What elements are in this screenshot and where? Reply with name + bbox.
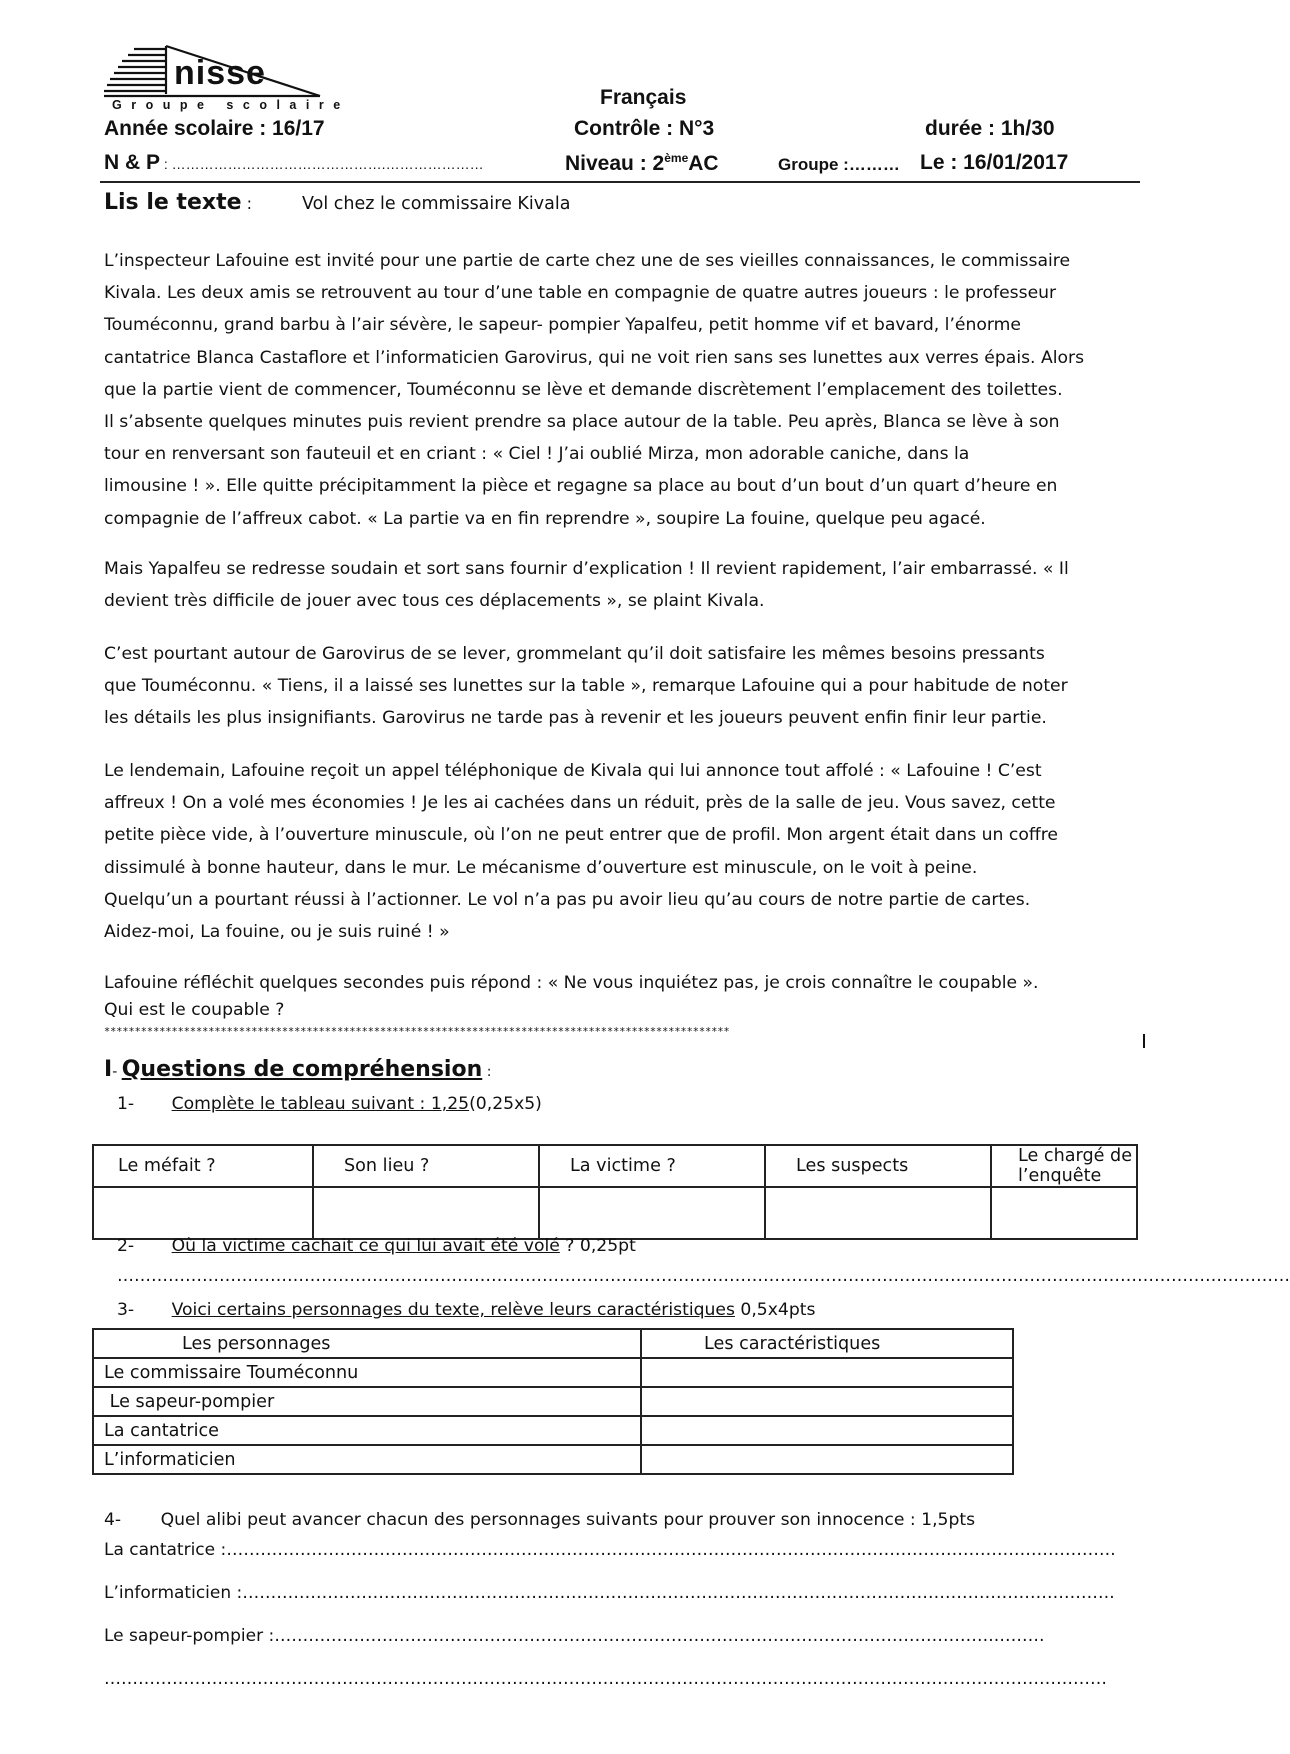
paragraph-5 [104,970,1154,1024]
student-name-label: N & P [104,151,161,174]
section-numeral: I [104,1057,113,1082]
facts-table [92,1144,1138,1240]
exam-date: Le : 16/01/2017 [920,151,1069,174]
logo-name: nisse [174,54,266,92]
character-trait-cell[interactable] [641,1445,1013,1474]
control-number: Contrôle : N°3 [574,117,715,140]
facts-table-header: Le chargé de l’enquête [991,1145,1137,1187]
character-name: Le commissaire Touméconnu [93,1358,641,1387]
facts-table-header: Les suspects [765,1145,991,1187]
question-2-text: Où la victime cachait ce qui lui avait été volé [171,1236,560,1256]
question-3 [117,1298,815,1322]
paragraph-line: Mais Yapalfeu se redresse soudain et sort sans fournir d’explication ! Il revient rapidement, l’air embarrassé. « Il [104,559,1069,579]
paragraph-line: Lafouine réfléchit quelques secondes puis répond : « Ne vous inquiétez pas, je crois connaître le coupable ». [104,973,1039,993]
question-3-number: 3- [117,1300,135,1320]
group-field[interactable]: Groupe :……… [778,155,900,174]
section-title: Questions de compréhension [121,1057,483,1082]
question-2 [117,1234,636,1258]
paragraph-line: tour en renversant son fauteuil et en criant : « Ciel ! J’ai oublié Mirza, mon adorable caniche, dans la [104,444,970,465]
character-name: La cantatrice [93,1416,641,1445]
section-colon: : [482,1064,492,1080]
paragraph-3 [104,638,1154,735]
alibi-line-cantatrice[interactable]: La cantatrice :…………………………………………………………………………………………………………………………………………. [104,1540,1116,1560]
character-trait-cell[interactable] [641,1416,1013,1445]
paragraph-line: que Touméconnu. « Tiens, il a laissé ses lunettes sur la table », remarque Lafouine qui a pour habitude de noter [104,676,1068,697]
question-1-points: (0,25x5) [469,1094,542,1114]
question-1-number: 1- [117,1094,135,1114]
alibi-line-informaticien[interactable]: L’informaticien :………………………………………………………………………………………………………………………………………. [104,1583,1115,1603]
student-name-line[interactable] [104,151,484,175]
character-name: L’informaticien [93,1445,641,1474]
question-2-number: 2- [117,1236,135,1256]
school-logo [104,44,350,114]
alibi-line-sapeur-pompier[interactable]: Le sapeur-pompier :……………………………………………………………………………………………………………….……… [104,1626,1045,1646]
section-heading [104,1057,491,1082]
question-1 [117,1092,542,1116]
question-3-points: 0,5x4pts [734,1300,816,1320]
section-dash: - [112,1064,118,1080]
facts-table-header: La victime ? [539,1145,765,1187]
paragraph-line: L’inspecteur Lafouine est invité pour une partie de carte chez une de ses vieilles connaissances, le commissaire [104,251,1071,271]
paragraph-line: limousine ! ». Elle quitte précipitamment la pièce et regagne sa place au bout d’un bout d’un quart d’heure en [104,476,1058,497]
characters-table [92,1328,1014,1475]
reading-instruction-colon: : [241,194,252,213]
question-4 [104,1508,975,1532]
facts-answer-cell[interactable] [991,1187,1137,1239]
paragraph-line: dissimulé à bonne hauteur, dans le mur. Le mécanisme d’ouverture est minuscule, on le voit à peine. [104,857,978,878]
paragraph-line: les détails les plus insignifiants. Garovirus ne tarde pas à revenir et les joueurs peuvent enfin finir leur partie. [104,708,1047,729]
reading-instruction-label: Lis le texte [104,190,242,215]
header-divider [100,181,1140,183]
question-4-number: 4- [104,1510,122,1530]
paragraph-line: Aidez-moi, La fouine, ou je suis ruiné ! » [104,922,450,943]
paragraph-line: affreux ! On a volé mes économies ! Je les ai cachées dans un réduit, près de la salle de jeu. Vous savez, cette [104,793,1056,814]
question-4-text: Quel alibi peut avancer chacun des personnages suivants pour prouver son innocence : 1,5pts [160,1510,976,1530]
paragraph-line: Kivala. Les deux amis se retrouvent au tour d’une table en compagnie de quatre autres joueurs : le professeur [104,283,1057,304]
alibi-line-extra[interactable]: …………………………………………………………………………………………………………………………………………………………… [104,1669,1107,1689]
characters-table-header: Les personnages [93,1329,641,1358]
student-name-dots: : ……………………………………….………………… [160,156,484,172]
level-prefix: Niveau : 2 [565,152,665,175]
question-2-answer-line[interactable]: ……………………………………………………………………………………………………………………………………………………………………………………… [117,1266,1290,1286]
facts-answer-cell[interactable] [313,1187,539,1239]
level-suffix: AC [688,152,719,175]
question-3-text: Voici certains personnages du texte, relève leurs caractéristiques [171,1300,735,1320]
logo-tagline: Groupe scolaire [112,98,350,112]
character-trait-cell[interactable] [641,1358,1013,1387]
duration: durée : 1h/30 [925,117,1055,140]
reading-instruction [104,190,252,215]
character-trait-cell[interactable] [641,1387,1013,1416]
character-name: Le sapeur-pompier [93,1387,641,1416]
paragraph-line: que la partie vient de commencer, Touméconnu se lève et demande discrètement l’emplacement des toilettes. [104,379,1063,400]
facts-answer-cell[interactable] [765,1187,991,1239]
paragraph-4 [104,755,1154,948]
paragraph-1 [104,245,1154,535]
facts-table-header: Son lieu ? [313,1145,539,1187]
text-title: Vol chez le commissaire Kivala [302,194,571,214]
paragraph-line: Le lendemain, Lafouine reçoit un appel téléphonique de Kivala qui lui annonce tout affolé : « Lafouine ! C’est [104,761,1042,781]
paragraph-line: Touméconnu, grand barbu à l’air sévère, le sapeur- pompier Yapalfeu, petit homme vif et bavard, l’énorme [104,315,1021,336]
question-1-text: Complète le tableau suivant : 1,25 [171,1094,470,1114]
paragraph-2 [104,553,1154,617]
level [565,151,719,176]
subject-label: Français [600,86,687,109]
school-year: Année scolaire : 16/17 [104,117,325,140]
paragraph-line: Qui est le coupable ? [104,1000,285,1020]
paragraph-line: cantatrice Blanca Castaflore et l’informaticien Garovirus, qui ne voit rien sans ses lunettes aux verres épais. Alors [104,347,1085,368]
facts-answer-cell[interactable] [93,1187,313,1239]
paragraph-line: devient très difficile de jouer avec tous ces déplacements », se plaint Kivala. [104,591,765,612]
level-superscript: ème [664,151,689,165]
characters-table-header: Les caractéristiques [641,1329,1013,1358]
separator-stars: ****************************************************************************************************** [104,1027,730,1038]
facts-table-header: Le méfait ? [93,1145,313,1187]
paragraph-line: petite pièce vide, à l’ouverture minuscule, où l’on ne peut entrer que de profil. Mon argent était dans un coffre [104,825,1058,846]
paragraph-line: C’est pourtant autour de Garovirus de se lever, grommelant qu’il doit satisfaire les mêmes besoins pressants [104,644,1045,664]
separator-end-mark [1143,1034,1145,1048]
question-2-points: ? 0,25pt [559,1236,636,1256]
facts-answer-cell[interactable] [539,1187,765,1239]
paragraph-line: compagnie de l’affreux cabot. « La partie va en fin reprendre », soupire La fouine, quelque peu agacé. [104,508,986,529]
paragraph-line: Quelqu’un a pourtant réussi à l’actionner. Le vol n’a pas pu avoir lieu qu’au cours de notre partie de cartes. [104,889,1031,910]
paragraph-line: Il s’absente quelques minutes puis revient prendre sa place autour de la table. Peu après, Blanca se lève à son [104,412,1060,433]
